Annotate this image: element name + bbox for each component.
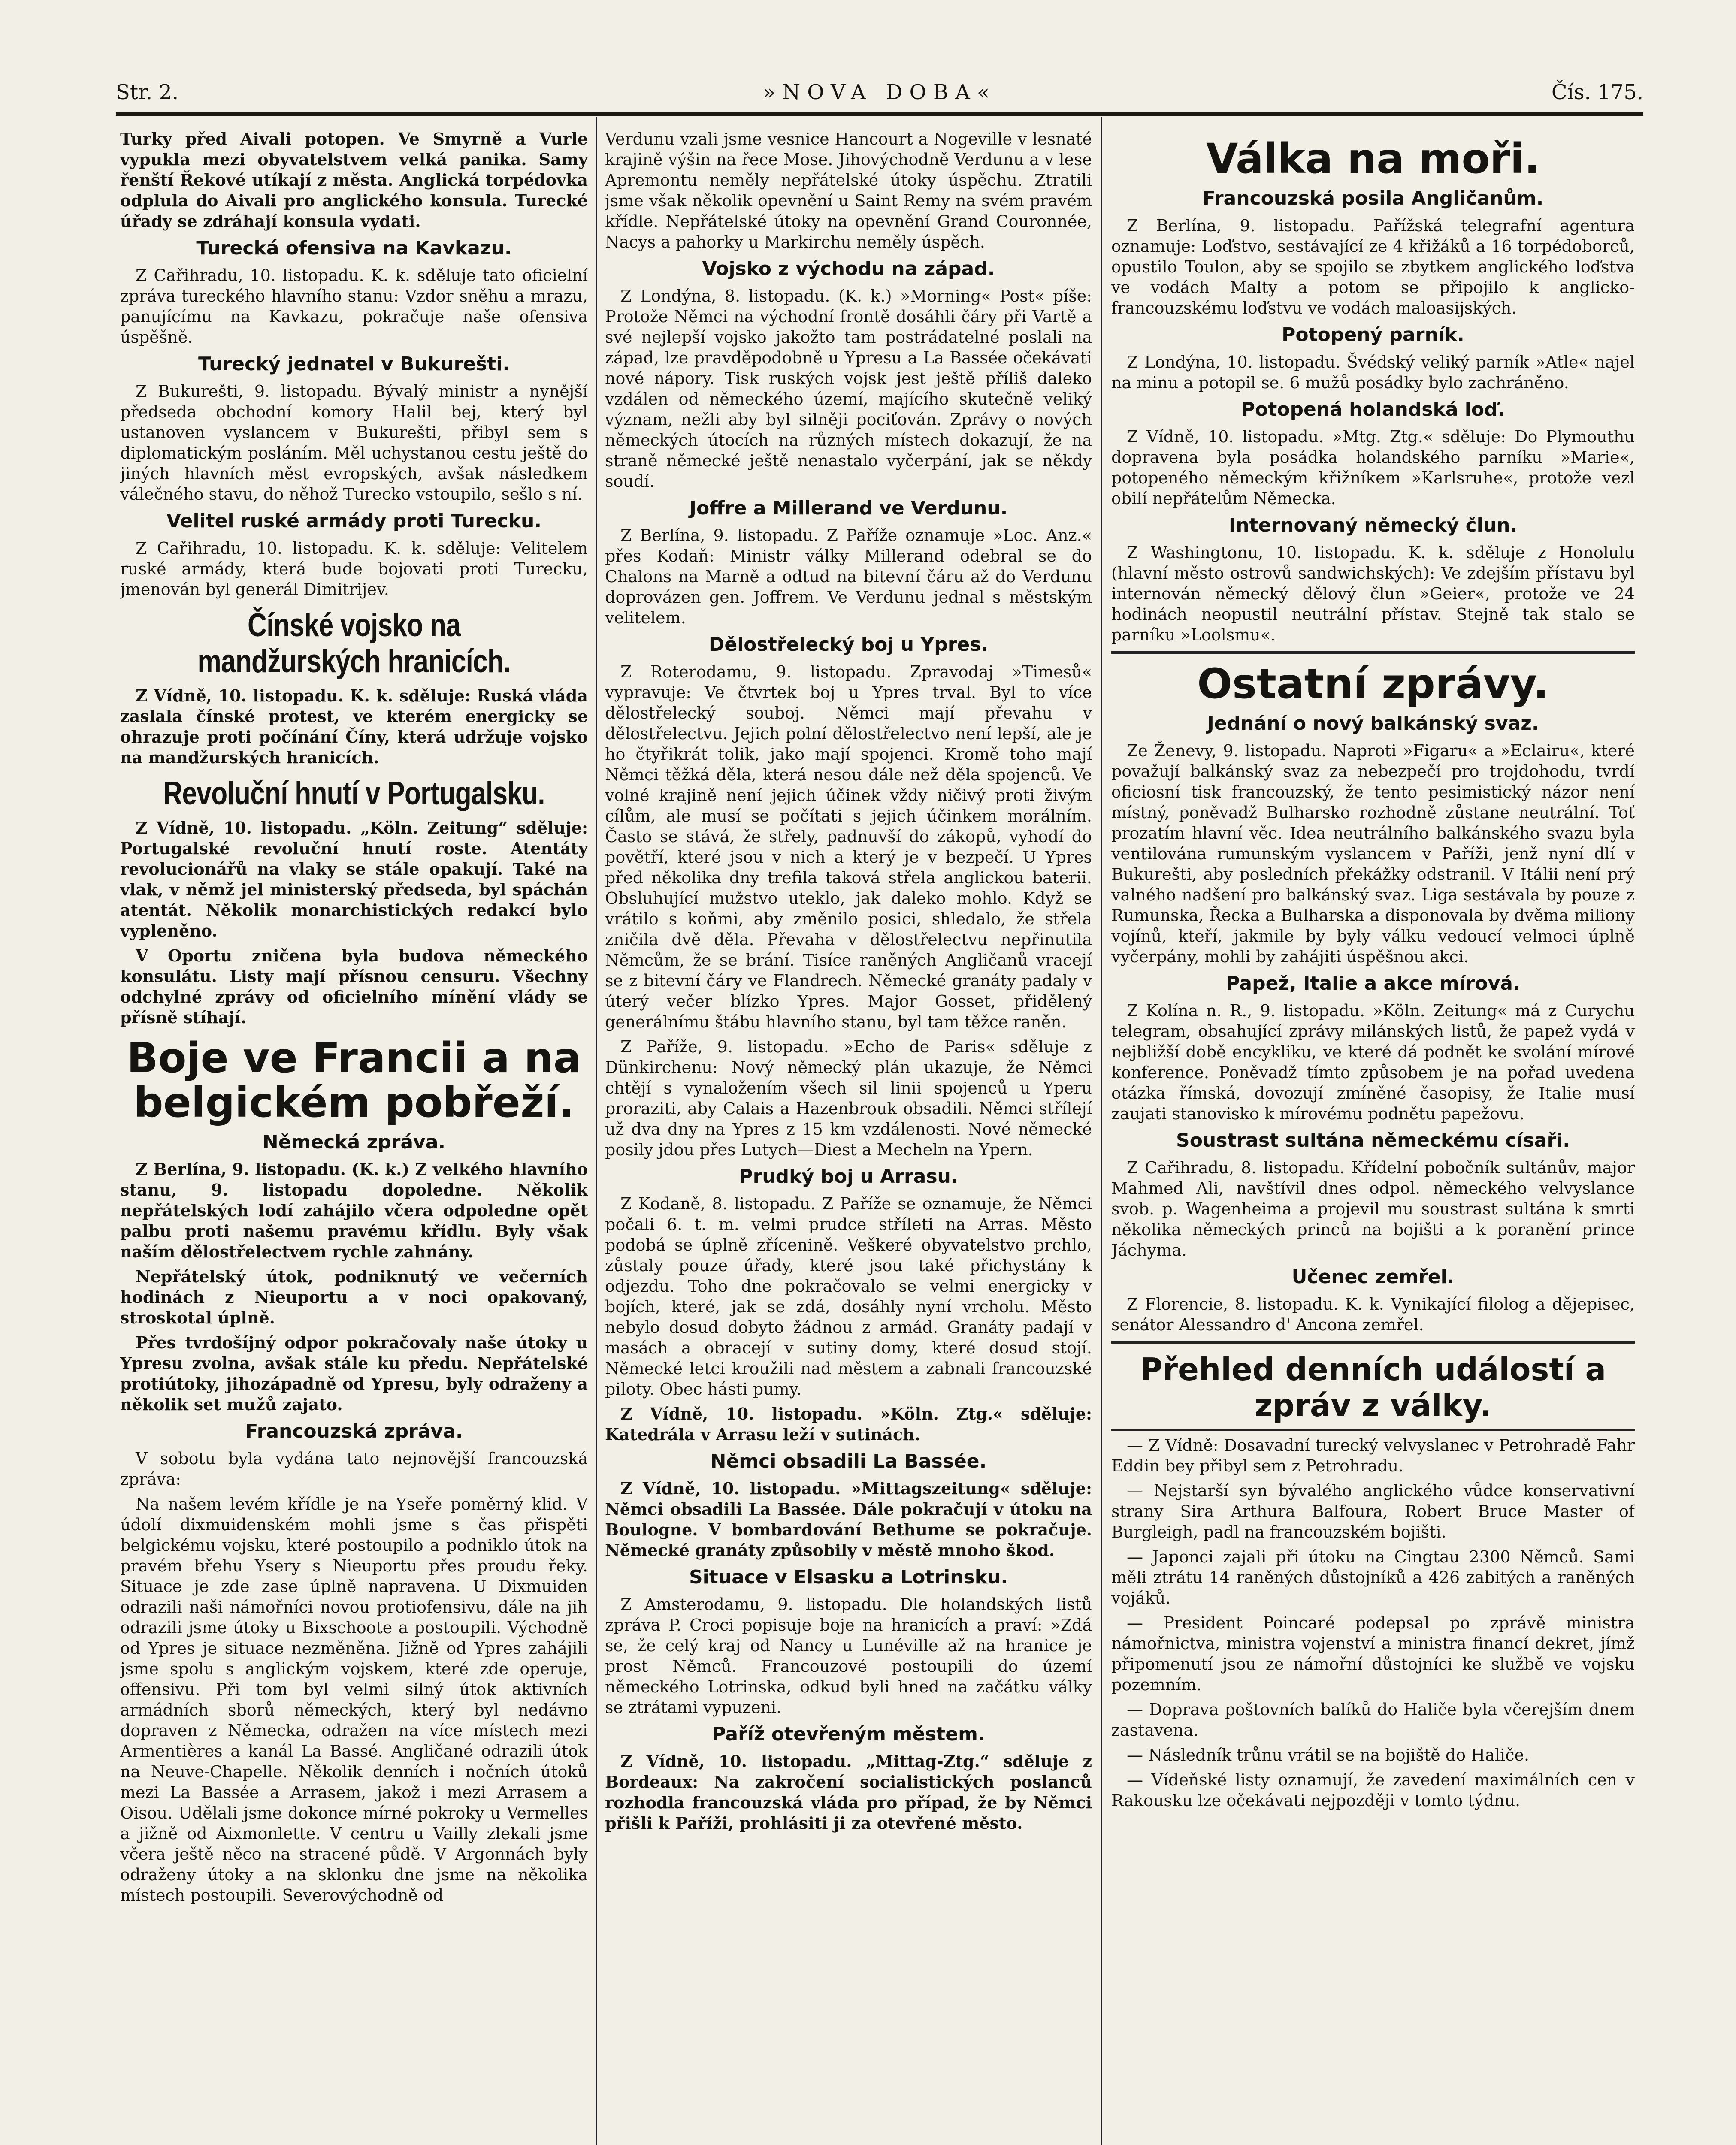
headline: Potopená holandská loď.: [1241, 399, 1505, 420]
news-item: — Vídeňské listy oznamují, že zavedení maximálních cen v Rakousku lze očekávati nejpozději v tomto týdnu.: [1111, 1770, 1635, 1810]
headline-large: Revoluční hnutí v Portugalsku.: [163, 775, 545, 812]
headline: Internovaný německý člun.: [1228, 514, 1518, 536]
headline-section: Válka na moři.: [1206, 135, 1540, 183]
section-divider: [1111, 1341, 1635, 1344]
headline: Učenec zemřel.: [1291, 1266, 1455, 1288]
article-text: Přes tvrdošíjný odpor pokračovaly naše útoky u Ypresu zvolna, avšak stále ku předu. Nepřátelské protiútoky, jihozápadně od Ypresu, byly odraženy a několik set mužů zajato.: [120, 1333, 588, 1414]
article-text: Z Londýna, 10. listopadu. Švédský veliký parník »Atle« najel na minu a potopil se. 6 mužů posádky bylo zachráněno.: [1111, 353, 1635, 392]
headline: Prudký boj u Arrasu.: [739, 1166, 958, 1187]
article-text: Nepřátelský útok, podniknutý ve večerních hodinách z Nieuportu a v noci opakovaný, stroskotal úplně.: [120, 1267, 588, 1327]
column-3: [1111, 129, 1635, 2145]
headline: Turecký jednatel v Bukurešti.: [198, 353, 510, 375]
news-item: — Z Vídně: Dosavadní turecký velvyslanec v Petrohradě Fahr Eddin bey přibyl sem z Petrohradu.: [1111, 1436, 1635, 1475]
article-text: Z Vídně, 10. listopadu. »Mtg. Ztg.« sděluje: Do Plymouthu dopravena byla posádka holandského parníku »Marie«, potopeného německým křižníkem »Karlsruhe«, protože vezl obilí nepřátelům Německa.: [1111, 427, 1635, 508]
masthead: [116, 73, 1643, 112]
page-number: Str. 2.: [116, 80, 179, 104]
headline: Turecká ofensiva na Kavkazu.: [196, 237, 512, 259]
article-text: Z Bukurešti, 9. listopadu. Bývalý ministr a nynější předseda obchodní komory Halil bej, který byl ustanoven vyslancem v Bukurešti, přibyl sem s diplomatickým posláním. Měl uchystanou cestu ještě do jiných hlavních měst evropských, avšak následkem válečného stavu, do něhož Turecko vstoupilo, sešlo s ní.: [120, 382, 588, 504]
headline-large: Čínské vojsko na mandžurských hranicích.: [197, 607, 511, 680]
article-text: Z Roterodamu, 9. listopadu. Zpravodaj »Timesů« vypravuje: Ve čtvrtek boj u Ypres trval. Byl to více dělostřelecký souboj. Němci mají převahu v dělostřelectvu. Jejich polní dělostřelectvo není lepší, ale je ho čtyřikrát tolik, jako mají spojenci. Kromě toho mají Němci těžká děla, která nesou dále než děla spojenců. Ve volné krajině není jejich účinek vždy ničivý proti živým cílům, ale musí se počítati s jejich účinkem morálním. Často se stává, že střely, padnuvší do zákopů, vyhodí do povětří, které jsou v nich a který je v bezpečí. U Ypres před několika dny trefila taková střela anglickou baterii. Obsluhující mužstvo uteklo, jak daleko mohlo. Když se vrátilo s koňmi, aby změnilo posici, shledalo, že střela zničila dvě děla. Převaha v dělostřelectvu nepřinutila Němcům, že se brání. Tisíce raněných Angličanů vracejí se z bitevní čáry ve Flandrech. Německé granáty padaly v úterý večer blízko Ypres. Major Gosset, přidělený generálnímu štábu hlavního stanu, byl tam těžce raněn.: [605, 662, 1092, 1031]
headline: Německá zpráva.: [262, 1131, 446, 1153]
headline: Paříž otevřeným městem.: [712, 1723, 985, 1745]
article-text: Turky před Aivali potopen. Ve Smyrně a Vurle vypukla mezi obyvatelstvem velká panika. Samy řenští Řekové utíkají z města. Anglická torpédovka odplula do Aivali pro anglického konsula. Turecké úřady se zdráhají konsula vydati.: [120, 129, 588, 231]
headline: Papež, Italie a akce mírová.: [1226, 973, 1520, 994]
article-text: Z Kodaně, 8. listopadu. Z Paříže se oznamuje, že Němci počali 6. t. m. velmi prudce stříleti na Arras. Město podobá se úplně zřícenině. Veškeré obyvatelstvo prchlo, zůstaly pouze úřady, které jsou také přichystány k odjezdu. Toho dne pokračovalo se velmi energicky v bojích, které, jak se zdá, dosáhly nyní vrcholu. Město nebylo dosud dobyto žádnou z armád. Granáty padají v masách a obracejí v sutiny domy, které dosud stojí. Německé letci kroužili nad městem a zabnali francouzské piloty. Obec hásti pumy.: [605, 1194, 1092, 1399]
article-text: Z Vídně, 10. listopadu. »Köln. Ztg.« sděluje: Katedrála v Arrasu leží v sutinách.: [605, 1404, 1092, 1444]
headline: Dělostřelecký boj u Ypres.: [708, 634, 989, 656]
headline: Francouzská posila Angličanům.: [1202, 187, 1544, 209]
article-text: Z Amsterodamu, 9. listopadu. Dle holandských listů zpráva P. Croci popisuje boje na hranicích a praví: »Zdá se, že celý kraj od Nancy u Lunéville až na hranice je prost Němců. Francouzové postoupili do území německého Lotrinska, odkud byli hned na začátku války se ztrátami vypuzeni.: [605, 1595, 1092, 1717]
headline: Soustrast sultána německému císaři.: [1176, 1130, 1570, 1151]
article-text: Na našem levém křídle je na Yseře poměrný klid. V údolí dixmuidenském mohli jsme s čas přispěti belgickému vojsku, které postoupilo a podniklo útok na pravém břehu Ysery s Nieuportu přes proudu řeky. Situace je zde zase úplně napravena. U Dixmuiden odrazili naši námořníci novou protiofensivu, dále na jih odrazili jsme útoky u Bixschoote a postoupili. Východně od Ypres je situace nezměněna. Jižně od Ypres zahájili jsme spolu s anglickým vojskem, které zde operuje, offensivu. Při tom byl velmi silný útok aktivních armádních sborů německých, který byl nedávno dopraven z Německa, odražen na více místech mezi Armentières a kanál La Bassé. Angličané odrazili útok na Neuve-Chapelle. Několik denních i nočních útoků mezi La Bassée a Arrasem, jakož i mezi Arrasem a Oisou. Udělali jsme dokonce mírné pokroky u Vermelles a jižně od Aixmonlette. V centru u Vailly zlekali jsme včera ještě něco na stracené půdě. V Argonnách byly odraženy útoky a na sklonku dne jsme na několika místech postoupili. Severovýchodně od: [120, 1495, 588, 1905]
article-text: Z Cařihradu, 8. listopadu. Křídelní pobočník sultánův, major Mahmed Ali, navštívil dnes odpol. německého velvyslance svob. p. Wagenheima a projevil mu soustrast sultána k smrti několika německých princů na bojišti a k poranění prince Jáchyma.: [1111, 1158, 1635, 1260]
news-item: — Nejstarší syn bývalého anglického vůdce konservativní strany Sira Arthura Balfoura, Robert Bruce Master of Burgleigh, padl na francouzském bojišti.: [1111, 1481, 1635, 1541]
headline-section: Ostatní zprávy.: [1197, 660, 1549, 708]
article-text: Z Vídně, 10. listopadu. „Köln. Zeitung“ sděluje: Portugalské revoluční hnutí roste. Atentáty revolucionářů na vlaky se stále opakují. Také na vlak, v němž jel ministerský předseda, byl spáchán atentát. Několik monarchistických redakcí bylo vypleněno.: [120, 818, 588, 940]
article-text: Z Vídně, 10. listopadu. „Mittag-Ztg.“ sděluje z Bordeaux: Na zakročení socialistických poslanců rozhodla francouzská vláda pro případ, že by Němci přišli k Paříži, prohlásiti ji za otevřené město.: [605, 1752, 1092, 1833]
article-text: V Oportu zničena byla budova německého konsulátu. Listy mají přísnou censuru. Všechny odchylné zprávy od oficielního mínění vlády se přísně stíhají.: [120, 946, 588, 1027]
column-divider: [1101, 117, 1102, 2145]
headline: Francouzská zpráva.: [245, 1420, 463, 1442]
article-text: Z Berlína, 9. listopadu. Z Paříže oznamuje »Loc. Anz.« přes Kodaň: Ministr války Millerand odebral se do Chalons na Marně a odtud na bitevní čáru až do Verdunu doprovázen gen. Joffrem. Ve Verdunu jednal s městským velitelem.: [605, 526, 1092, 627]
news-item: — President Poincaré podepsal po zprávě ministra námořnictva, ministra vojenství a ministra financí dekret, jímž připomenutí jsou ze námořní důstojníci ke službě ve vojsku pozemním.: [1111, 1613, 1635, 1694]
article-text: Z Berlína, 9. listopadu. Pařížská telegrafní agentura oznamuje: Loďstvo, sestávající ze 4 křižáků a 16 torpédoborců, opustilo Toulon, aby se spojilo se zbytkem anglického loďstva ve vodách Malty a potom se připojilo k anglicko-francouzskému loďstvu ve vodách maloasijských.: [1111, 216, 1635, 317]
article-text: Z Florencie, 8. listopadu. K. k. Vynikající filolog a dějepisec, senátor Alessandro d' Ancona zemřel.: [1111, 1295, 1635, 1334]
article-text: Z Londýna, 8. listopadu. (K. k.) »Morning« Post« píše: Protože Němci na východní frontě dosáhli čáry při Vartě a své nejlepší vojsko jakožto tam postrádatelné poslali na západ, lze pravděpodobně u Ypresu a La Bassée očekávati nové nápory. Tisk ruských vojsk jest ještě příliš daleko vzdálen od německého území, majícího skutečně veliký význam, nežli aby byl silněji pociťován. Zprávy o nových německých útocích na různých místech dokazují, že na straně německé ještě nenastalo vyčerpání, jak se někdy soudí.: [605, 287, 1092, 491]
news-item: — Následník trůnu vrátil se na bojiště do Haliče.: [1127, 1746, 1530, 1764]
headline: Jednání o nový balkánský svaz.: [1207, 713, 1539, 734]
article-text: Z Washingtonu, 10. listopadu. K. k. sděluje z Honolulu (hlavní město ostrovů sandwichských): Ve zdejším přístavu byl internován německý dělový člun »Geier«, protože ve 24 hodinách neopustil neutrální přístav. Stejně tak stalo se parníku »Loolsmu«.: [1111, 543, 1635, 644]
article-text: Ze Ženevy, 9. listopadu. Naproti »Figaru« a »Eclairu«, které považují balkánský svaz za nebezpečí pro trojdohodu, tvrdí oficiosní tisk francouzský, že tento pesimistický názor není místný, poněvadž Bulharsko rozhodně zůstane neutrální. Toť prozatím hlavní věc. Idea neutrálního balkánského svazu byla ventilována rumunským vyslancem v Paříži, jenž nyní dlí v Bukurešti, aby posledních překážky odstranil. V Itálii není prý valného nadšení pro balkánský svaz. Liga sestávala by pouze z Rumunska, Řecka a Bulharska a disponovala by dvěma miliony vojínů, kteří, jakmile by byly válku vedoucí velmoci úplně vyčerpány, mohli by zahájiti úspěšnou akci.: [1111, 741, 1635, 966]
headline: Němci obsadili La Bassée.: [710, 1450, 987, 1472]
article-text: Z Paříže, 9. listopadu. »Echo de Paris« sděluje z Dünkirchenu: Nový německý plán ukazuje, že Němci chtějí s vynaložením všech sil linii spojenců u Yperu proraziti, aby Calais a Hazenbrouk obsadili. Němci střílejí už dva dny na Ypres z 15 km vzdálenosti. Nové německé posily jdou přes Lutych—Diest a Mecheln na Ypern.: [605, 1037, 1092, 1159]
article-text: Verdunu vzali jsme vesnice Hancourt a Nogeville v lesnaté krajině výšin na řece Mose. Jihovýchodně Verdunu a v lese Apremontu neměly nepřátelské útoky úspěchu. Ztratili jsme však několik opevnění u Saint Remy na svém pravém křídle. Nepřátelské útoky na opevnění Grand Couronnée, Nacys a pahorky u Markirchu neměly úspěch.: [605, 130, 1092, 251]
header-rule: [116, 112, 1643, 116]
headline: Potopený parník.: [1282, 324, 1464, 346]
news-item: — Japonci zajali při útoku na Cingtau 2300 Němců. Sami měli ztrátu 14 raněných důstojníků a 426 zabitých a raněných vojáků.: [1111, 1547, 1635, 1607]
column-divider: [596, 117, 597, 2145]
section-divider: [1111, 651, 1635, 654]
article-text: Z Berlína, 9. listopadu. (K. k.) Z velkého hlavního stanu, 9. listopadu dopoledne. Několik nepřátelských lodí zahájilo včera odpoledne opět palbu proti našemu pravému křídlu. Byly však naším dělostřelectvem rychle zahnány.: [120, 1160, 588, 1261]
article-text: V sobotu byla vydána tato nejnovější francouzská zpráva:: [120, 1449, 588, 1489]
section-divider: [1111, 1429, 1635, 1431]
headline: Joffre a Millerand ve Verdunu.: [689, 497, 1008, 519]
column-1: [120, 129, 588, 2145]
headline-section: Přehled denních událostí a zpráv z války.: [1140, 1351, 1606, 1423]
headline: Velitel ruské armády proti Turecku.: [166, 510, 542, 532]
newspaper-title: »NOVA DOBA«: [762, 80, 997, 104]
article-text: Z Cařihradu, 10. listopadu. K. k. sděluje tato oficielní zpráva tureckého hlavního stanu: Vzdor sněhu a mrazu, panujícímu na Kavkazu, pokračuje naše ofensiva úspěšně.: [120, 266, 588, 347]
article-text: Z Vídně, 10. listopadu. »Mittagszeitung« sděluje: Němci obsadili La Bassée. Dále pokračují v útoku na Boulogne. V bombardování Bethume se pokračuje. Německé granáty způsobily v městě mnoho škod.: [605, 1479, 1092, 1560]
column-2: [605, 129, 1092, 2145]
article-text: Z Kolína n. R., 9. listopadu. »Köln. Zeitung« má z Curychu telegram, obsahující zprávy milánských listů, že papež vydá v nejbližší době encykliku, ve které dá podnět ke svolání mírové konference. Poněvadž tímto způsobem je na pořad uvedena otázka římská, dovozují zmíněné časopisy, že Italie musí zaujati stanovisko k mírovému podnětu papežovu.: [1111, 1001, 1635, 1123]
headline: Situace v Elsasku a Lotrinsku.: [689, 1566, 1008, 1588]
headline: Vojsko z východu na západ.: [702, 258, 995, 280]
issue-number: Čís. 175.: [1551, 80, 1643, 104]
article-text: Z Vídně, 10. listopadu. K. k. sděluje: Ruská vláda zaslala čínské protest, ve kterém energicky se ohrazuje proti počínání Číny, která udržuje vojsko na mandžurských hranicích.: [120, 686, 588, 767]
headline-section: Boje ve Francii a na belgickém pobřeží.: [127, 1034, 581, 1127]
news-item: — Doprava poštovních balíků do Haliče byla včerejším dnem zastavena.: [1111, 1700, 1635, 1740]
article-text: Z Cařihradu, 10. listopadu. K. k. sděluje: Velitelem ruské armády, která bude bojovati proti Turecku, jmenován byl generál Dimitrijev.: [120, 539, 588, 599]
